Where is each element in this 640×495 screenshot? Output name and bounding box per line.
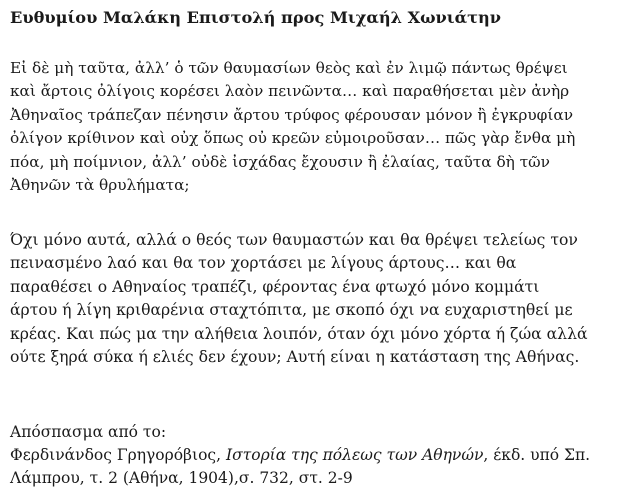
ancient-text-line: Ἀθηναῖος τράπεζαν πένησιν ἄρτου τρύφος φέρουσαν μόνον ἢ ἐγκρυφίαν [10,105,573,124]
ancient-text-line: Ἀθηνῶν τὰ θρυλήματα; [10,175,190,194]
modern-greek-translation [10,229,632,369]
ancient-text-line: ὀλίγον κρίθινον καὶ οὐχ ὅπως οὐ κρεῶν εὐμοιροῦσαν… πῶς γὰρ ἔνθα μὴ [10,129,576,148]
source-reference-line [10,444,632,467]
source-details: Λάμπρου, τ. 2 (Αθήνα, 1904),σ. 732, στ. 2-9 [10,469,353,487]
ancient-text-line: πόα, μὴ ποίμνιον, ἀλλ’ οὐδὲ ἰσχάδας ἔχουσιν ἢ ἐλαίας, ταῦτα δὴ τῶν [10,152,550,171]
source-citation [10,421,632,490]
modern-text-line: πεινασμένο λαό και θα τον χορτάσει με λίγους άρτους… και θα [10,254,517,273]
modern-text-line: Όχι μόνο αυτά, αλλά ο θεός των θαυμαστών και θα θρέψει τελείως τον [10,231,578,249]
source-edition: , έκδ. υπό Σπ. [483,446,591,464]
modern-text-line: κρέας. Και πώς μα την αλήθεια λοιπόν, όταν όχι μόνο χόρτα ή ζώα αλλά [10,324,588,343]
modern-text-line: ούτε ξηρά σύκα ή ελιές δεν έχουν; Αυτή είναι η κατάσταση της Αθήνας. [10,347,580,366]
modern-text-line: άρτου ή λίγη κριθαρένια σταχτόπιτα, με σκοπό όχι να ευχαριστηθεί με [10,301,573,320]
source-intro: Απόσπασμα από το: [10,423,167,441]
modern-text-line: παραθέσει ο Αθηναίος τραπέζι, φέροντας ένα φτωχό μόνο κομμάτι [10,277,540,296]
ancient-text-line: Εἰ δὲ μὴ ταῦτα, ἀλλ’ ὁ τῶν θαυμασίων θεὸς καὶ ἐν λιμῷ πάντως θρέψει [10,59,568,77]
source-work-title: Ιστορία της πόλεως των Αθηνών [225,446,484,464]
ancient-greek-excerpt [10,57,632,197]
source-author: Φερδινάνδος Γρηγορόβιος, [10,446,222,464]
document-title: Ευθυμίου Μαλάκη Επιστολή προς Μιχαήλ Χωνιάτην [10,8,501,27]
ancient-text-line: καὶ ἄρτοις ὀλίγοις κορέσει λαὸν πεινῶντα… καὶ παραθήσεται μὲν ἀνὴρ [10,82,570,101]
